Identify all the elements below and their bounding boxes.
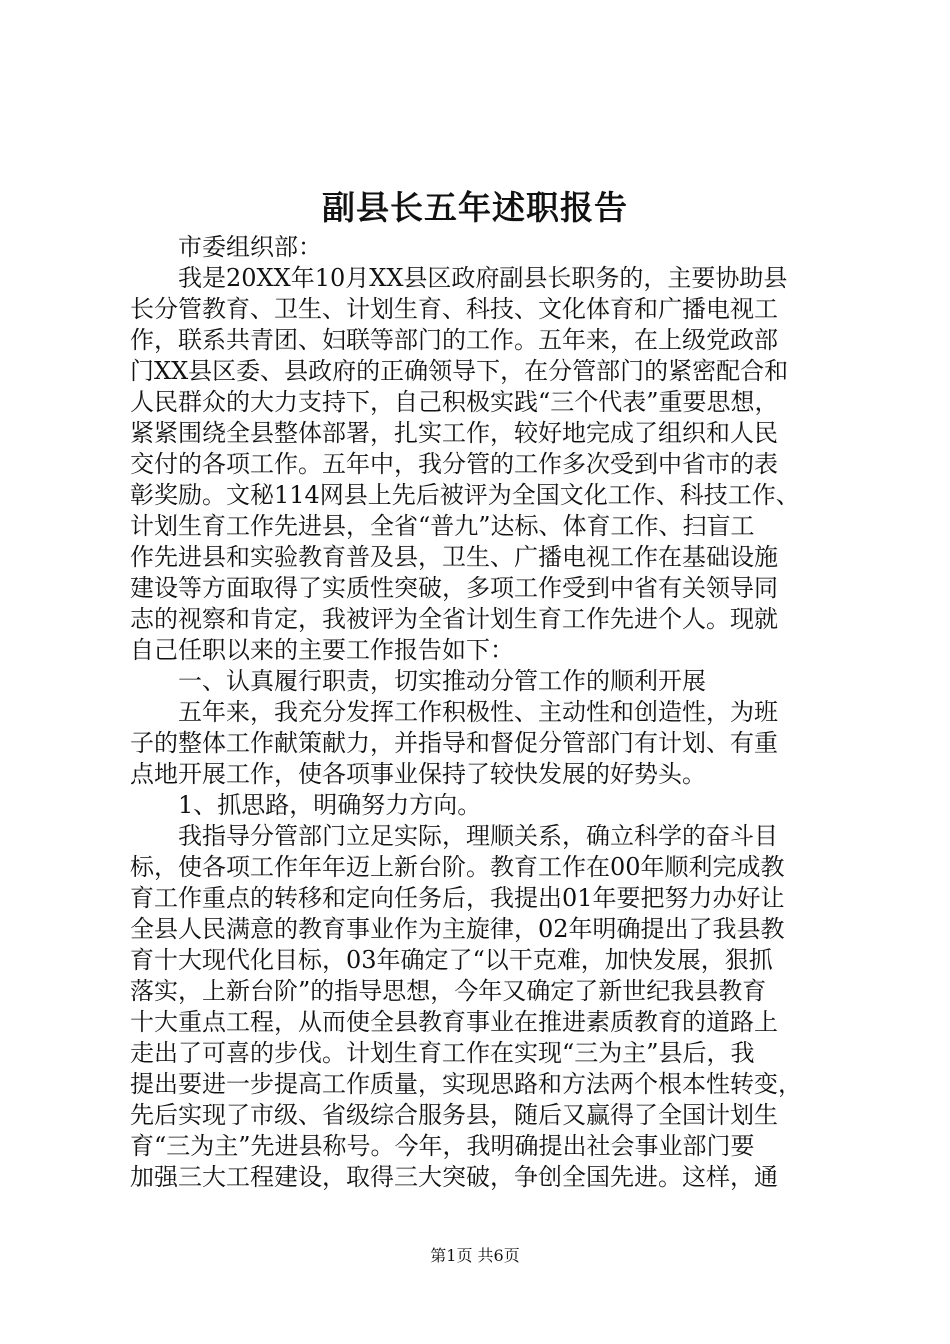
text-line: 全县人民满意的教育事业作为主旋律，02年明确提出了我县教 (130, 915, 785, 943)
text-line: 自己任职以来的主要工作报告如下： (130, 636, 514, 664)
text-line: 育工作重点的转移和定向任务后，我提出01年要把努力办好让 (130, 884, 785, 912)
text-line: 标，使各项工作年年迈上新台阶。教育工作在00年顺利完成教 (130, 853, 785, 881)
text-line: 建设等方面取得了实质性突破，多项工作受到中省有关领导同 (130, 574, 778, 602)
text-line: 点地开展工作，使各项事业保持了较快发展的好势头。 (130, 760, 706, 788)
text-line: 子的整体工作献策献力，并指导和督促分管部门有计划、有重 (130, 729, 778, 757)
text-line: 落实，上新台阶”的指导思想，今年又确定了新世纪我县教育 (130, 977, 767, 1005)
text-line: 提出要进一步提高工作质量，实现思路和方法两个根本性转变， (130, 1070, 802, 1098)
text-line: 五年来，我充分发挥工作积极性、主动性和创造性，为班 (178, 698, 778, 726)
text-line: 市委组织部： (178, 233, 322, 261)
text-line: 门XX县区委、县政府的正确领导下，在分管部门的紧密配合和 (130, 357, 789, 385)
text-line: 育十大现代化目标，03年确定了“以干克难，加快发展，狠抓 (130, 946, 773, 974)
text-line: 人民群众的大力支持下，自己积极实践“三个代表”重要思想， (130, 388, 779, 416)
text-line: 先后实现了市级、省级综合服务县，随后又赢得了全国计划生 (130, 1101, 778, 1129)
document-title: 副县长五年述职报告 (322, 188, 628, 227)
text-line: 加强三大工程建设，取得三大突破，争创全国先进。这样，通 (130, 1163, 778, 1191)
text-line: 长分管教育、卫生、计划生育、科技、文化体育和广播电视工 (130, 295, 778, 323)
text-line: 走出了可喜的步伐。计划生育工作在实现“三为主”县后，我 (130, 1039, 755, 1067)
text-line: 我指导分管部门立足实际，理顺关系，确立科学的奋斗目 (178, 822, 778, 850)
page-footer: 第1页 共6页 (430, 1246, 520, 1265)
text-line: 育“三为主”先进县称号。今年，我明确提出社会事业部门要 (130, 1132, 755, 1160)
text-line: 彰奖励。文秘114网县上先后被评为全国文化工作、科技工作、 (130, 481, 800, 509)
text-line: 作先进县和实验教育普及县，卫生、广播电视工作在基础设施 (130, 543, 778, 571)
text-line: 计划生育工作先进县，全省“普九”达标、体育工作、扫盲工 (130, 512, 755, 540)
text-line: 1、抓思路，明确努力方向。 (178, 791, 482, 819)
text-line: 紧紧围绕全县整体部署，扎实工作，较好地完成了组织和人民 (130, 419, 778, 447)
document-body (130, 232, 832, 1193)
text-line: 一、认真履行职责，切实推动分管工作的顺利开展 (178, 667, 706, 695)
text-line: 交付的各项工作。五年中，我分管的工作多次受到中省市的表 (130, 450, 778, 478)
text-line: 十大重点工程，从而使全县教育事业在推进素质教育的道路上 (130, 1008, 778, 1036)
text-line: 我是20XX年10月XX县区政府副县长职务的，主要协助县 (178, 264, 788, 292)
text-line: 志的视察和肯定，我被评为全省计划生育工作先进个人。现就 (130, 605, 778, 633)
text-line: 作，联系共青团、妇联等部门的工作。五年来，在上级党政部 (130, 326, 778, 354)
